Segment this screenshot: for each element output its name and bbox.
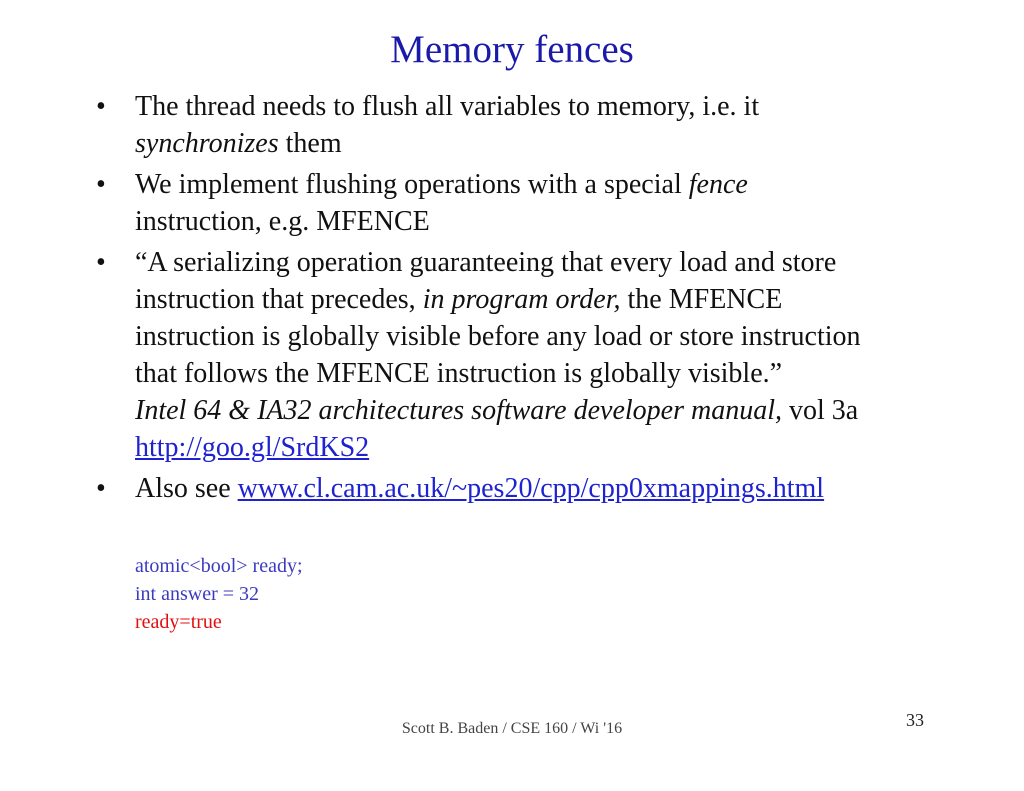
cpp0x-mappings-link[interactable]: www.cl.cam.ac.uk/~pes20/cpp/cpp0xmappings.html (237, 473, 825, 504)
code-line: atomic<bool> ready; (135, 555, 303, 577)
bullet-line: instruction, e.g. MFENCE (135, 206, 430, 237)
code-line: int answer = 32 (135, 583, 260, 605)
quote-line: that follows the MFENCE instruction is globally visible.” (135, 358, 783, 389)
bullet-text-span: them (278, 128, 342, 159)
bullet-text-span: We implement flushing operations with a special (135, 169, 689, 200)
page-number: 33 (906, 710, 924, 730)
intel-manual-link[interactable]: http://goo.gl/SrdKS2 (135, 432, 370, 463)
bullet-line (135, 125, 956, 162)
bullet-text (135, 244, 956, 466)
bullet-text (135, 166, 956, 240)
bullet-marker: • (96, 91, 106, 122)
bullet-marker: • (96, 247, 106, 278)
italic-term: fence (688, 169, 748, 200)
bullet-item (96, 88, 956, 162)
quote-line: instruction is globally visible before any load or store instruction (135, 321, 861, 352)
code-line-highlighted: ready=true (135, 611, 222, 633)
bullet-list (96, 88, 956, 511)
bullet-item (96, 470, 956, 507)
citation-line (135, 392, 956, 429)
bullet-line (135, 166, 956, 203)
bullet-text-span: Also see (135, 473, 238, 504)
bullet-text-span: instruction that precedes, (135, 284, 423, 315)
bullet-text (135, 470, 956, 507)
italic-term: synchronizes (135, 128, 279, 159)
slide-footer: Scott B. Baden / CSE 160 / Wi '16 (401, 720, 623, 737)
bullet-item (96, 166, 956, 240)
quote-line (135, 281, 956, 318)
bullet-marker: • (96, 473, 106, 504)
bullet-line (135, 429, 956, 466)
quote-line: “A serializing operation guaranteeing that every load and store (135, 247, 837, 278)
code-snippet (135, 552, 303, 636)
bullet-line (135, 470, 956, 507)
slide-title: Memory fences (390, 28, 634, 71)
bullet-line: The thread needs to flush all variables to memory, i.e. it (135, 91, 760, 122)
citation-title: Intel 64 & IA32 architectures software developer manual, (135, 395, 782, 426)
citation-volume: vol 3a (781, 395, 859, 426)
bullet-text (135, 88, 956, 162)
bullet-text-span: the MFENCE (620, 284, 783, 315)
bullet-item (96, 244, 956, 466)
italic-term: in program order, (422, 284, 621, 315)
bullet-marker: • (96, 169, 106, 200)
